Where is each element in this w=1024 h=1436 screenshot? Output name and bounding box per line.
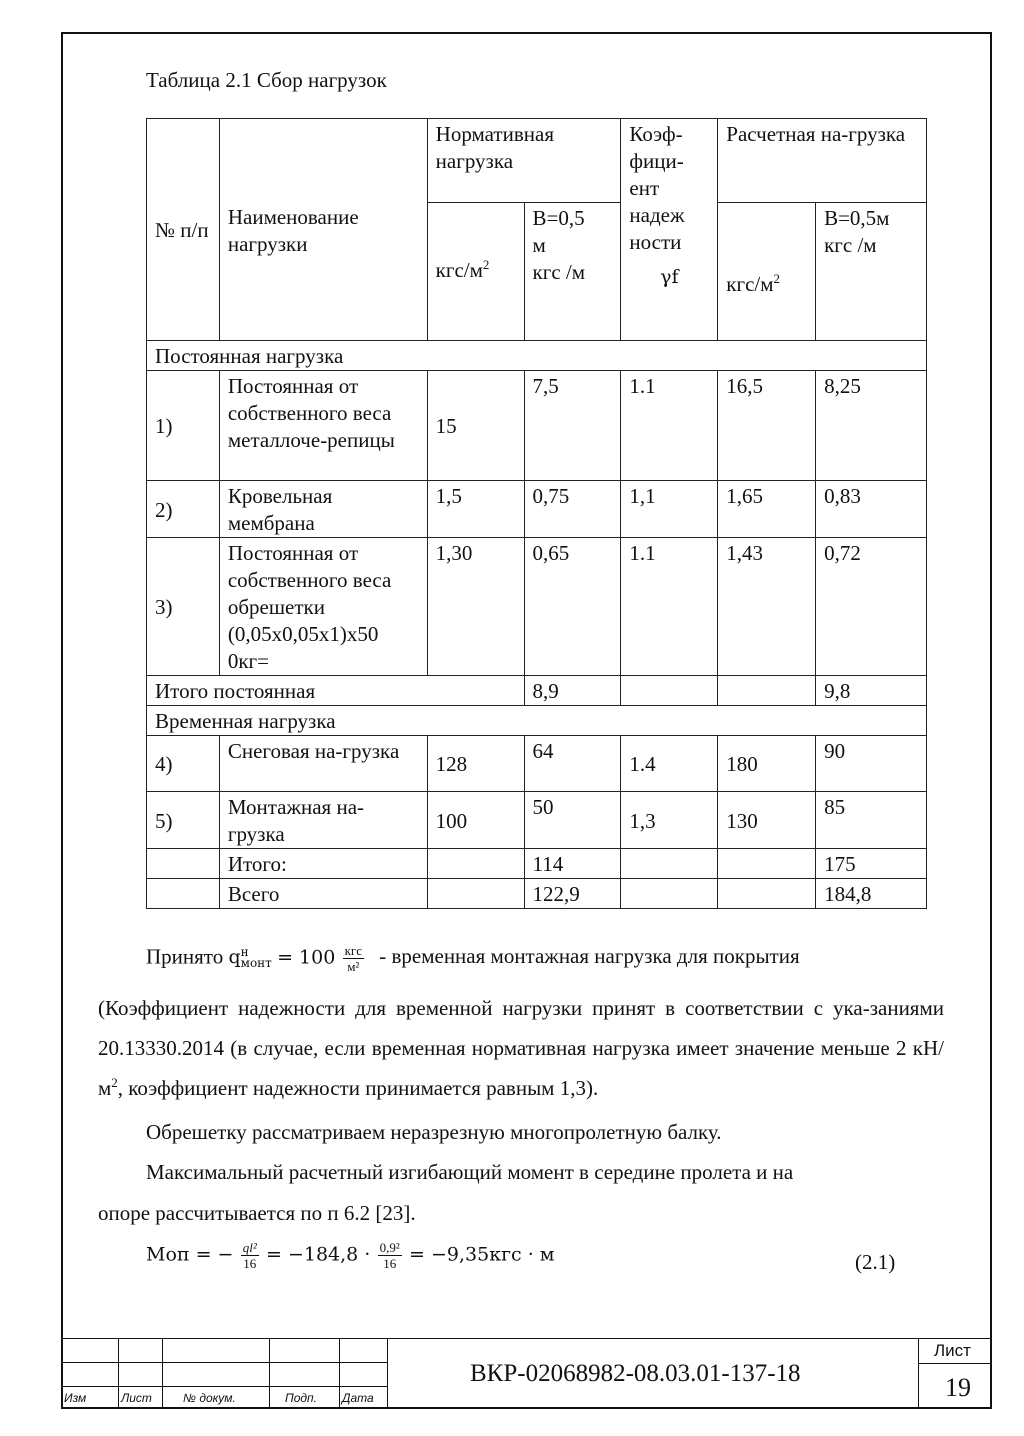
grand-total-calc-b: 184,8	[816, 879, 927, 909]
loads-table	[146, 118, 927, 909]
row-norm: 1,5	[427, 481, 524, 538]
row-num: 4)	[147, 736, 220, 792]
stamp-list: Лист	[121, 1391, 152, 1405]
row-calc-b: 8,25	[816, 371, 927, 481]
row-num: 3)	[147, 538, 220, 676]
grand-total-norm-b: 122,9	[524, 879, 621, 909]
formula-2-1: Моп = − $\frac{\text{ql²}}{16}$ = −184,8 · $\frac{\text{0,9²}}{16}$ = −9,35кгс · м	[146, 1240, 555, 1271]
accepted-line	[146, 943, 944, 974]
total-permanent-norm-b: 8,9	[524, 676, 621, 706]
row-norm: 100	[427, 792, 524, 849]
total-temp-label: Итого:	[219, 849, 427, 879]
paragraph-battens: Обрешетку рассматриваем неразрезную многопролетную балку.	[146, 1120, 722, 1144]
row-calc: 1,65	[718, 481, 816, 538]
row-name: Кровельная мембрана	[219, 481, 427, 538]
row-coef: 1.4	[621, 736, 718, 792]
row-norm-b: 0,65	[524, 538, 621, 676]
q-unit: $\frac{\text{кгс}}{\text{м²}}$	[344, 943, 362, 974]
row-num: 5)	[147, 792, 220, 849]
row-coef: 1.1	[621, 538, 718, 676]
row-norm-b: 0,75	[524, 481, 621, 538]
q-value: = 100	[277, 946, 336, 969]
header-norm: Нормативная нагрузка	[427, 119, 621, 203]
stamp-data: Дата	[342, 1391, 374, 1405]
row-name: Снеговая на-грузка	[219, 736, 427, 792]
stamp-doc: № докум.	[183, 1391, 236, 1405]
total-permanent-calc-b: 9,8	[816, 676, 927, 706]
row-name: Постоянная от собственного веса металлоче-репицы	[219, 371, 427, 481]
row-norm-b: 7,5	[524, 371, 621, 481]
row-calc: 130	[718, 792, 816, 849]
row-norm: 15	[427, 371, 524, 481]
row-norm: 128	[427, 736, 524, 792]
accepted-prefix: Принято	[146, 944, 224, 969]
row-norm-b: 64	[524, 736, 621, 792]
sheet-number: 19	[945, 1373, 971, 1402]
row-name: Монтажная на-грузка	[219, 792, 427, 849]
row-coef: 1,1	[621, 481, 718, 538]
header-calc-area: кгс/$м^2$	[718, 203, 816, 341]
accepted-suffix: - временная монтажная нагрузка для покрытия	[379, 944, 800, 969]
section-temporary: Временная нагрузка	[147, 706, 927, 736]
header-calc-b: В=0,5м кгс /м	[816, 203, 927, 341]
row-calc-b: 85	[816, 792, 927, 849]
header-norm-b: В=0,5 м кгс /м	[524, 203, 621, 341]
row-num: 1)	[147, 371, 220, 481]
row-norm: 1,30	[427, 538, 524, 676]
total-temp-norm-b: 114	[524, 849, 621, 879]
document-number: ВКР-02068982-08.03.01-137-18	[470, 1360, 801, 1387]
row-calc-b: 0,72	[816, 538, 927, 676]
stamp-izm: Изм	[64, 1391, 87, 1405]
header-name: Наименование нагрузки	[219, 119, 427, 341]
header-calc: Расчетная на-грузка	[718, 119, 927, 203]
paragraph-support: опоре рассчитывается по п 6.2 [23].	[98, 1201, 416, 1225]
total-temp-calc-b: 175	[816, 849, 927, 879]
row-calc: 1,43	[718, 538, 816, 676]
row-norm-b: 50	[524, 792, 621, 849]
equation-number: (2.1)	[855, 1250, 896, 1274]
header-coef-label: Коэф-фици-ент надеж ности	[629, 122, 685, 254]
row-coef: 1,3	[621, 792, 718, 849]
header-num: № п/п	[147, 119, 220, 341]
q-symbol: q н монт	[228, 945, 272, 971]
header-norm-area: кгс/$м^2$	[427, 203, 524, 341]
paragraph-reliability: (Коэффициент надежности для временной нагрузки принят в соответствии с ука-заниями 20.13330.2014 (в случае, если временная нормативная нагрузка имеет значение меньше 2 $кН/м^2$, коэффициент надежности принимается равным 1,3).	[98, 996, 944, 1100]
grand-total-label: Всего	[219, 879, 427, 909]
row-name: Постоянная от собственного веса обрешетки (0,05x0,05x1)x50 0кг=	[219, 538, 427, 676]
stamp-podp: Подп.	[285, 1391, 317, 1405]
gamma-symbol: γf	[660, 266, 679, 288]
row-calc-b: 0,83	[816, 481, 927, 538]
total-permanent-label: Итого постоянная	[147, 676, 525, 706]
section-permanent: Постоянная нагрузка	[147, 341, 927, 371]
paragraph-moment: Максимальный расчетный изгибающий момент в середине пролета и на	[146, 1160, 794, 1184]
row-calc-b: 90	[816, 736, 927, 792]
row-calc: 16,5	[718, 371, 816, 481]
row-num: 2)	[147, 481, 220, 538]
table-caption: Таблица 2.1 Сбор нагрузок	[146, 68, 387, 92]
header-coef	[621, 119, 718, 341]
sheet-label: Лист	[934, 1341, 971, 1360]
row-coef: 1.1	[621, 371, 718, 481]
row-calc: 180	[718, 736, 816, 792]
